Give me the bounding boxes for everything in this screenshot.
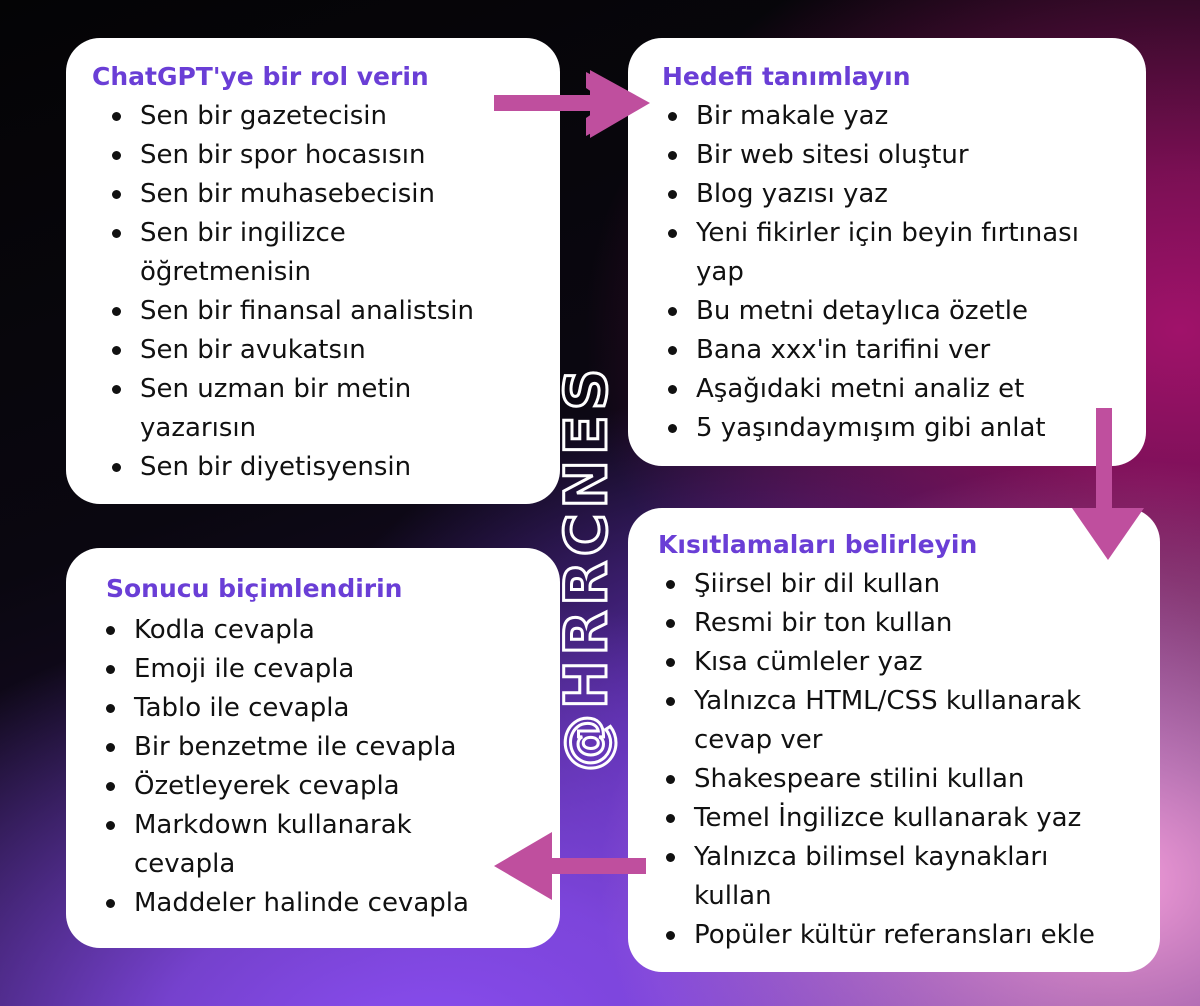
bullet-icon xyxy=(112,463,121,472)
bullet-icon xyxy=(668,424,677,433)
bullet-icon xyxy=(106,782,115,791)
list-item-text: Emoji ile cevapla xyxy=(134,654,355,684)
list-item-text: Sen bir gazetecisin xyxy=(140,101,387,131)
list-item xyxy=(648,370,1130,409)
list-item-text: Blog yazısı yaz xyxy=(696,179,888,209)
constraints-list xyxy=(646,565,1146,955)
role-card xyxy=(66,38,560,504)
bullet-icon xyxy=(106,665,115,674)
list-item-text: Aşağıdaki metni analiz et xyxy=(696,374,1025,404)
list-item xyxy=(86,884,546,923)
bullet-icon xyxy=(666,775,675,784)
list-item xyxy=(86,650,546,689)
bullet-icon xyxy=(666,814,675,823)
arrow-down-icon xyxy=(1068,404,1148,564)
list-item-text: Kodla cevapla xyxy=(134,615,315,645)
list-item xyxy=(646,916,1146,955)
list-item-text: Şiirsel bir dil kullan xyxy=(694,569,941,599)
list-item-text: 5 yaşındaymışım gibi anlat xyxy=(696,413,1046,443)
bullet-icon xyxy=(668,385,677,394)
bullet-icon xyxy=(112,229,121,238)
list-item-text: Bu metni detaylıca özetle xyxy=(696,296,1028,326)
list-item-text: Sen bir finansal analistsin xyxy=(140,296,474,326)
list-item-text: Sen bir ingilizce öğretmenisin xyxy=(140,218,346,287)
list-item-text: Yeni fikirler için beyin fırtınası yap xyxy=(696,218,1079,287)
list-item-text: Kısa cümleler yaz xyxy=(694,647,923,677)
list-item-text: Markdown kullanarak cevapla xyxy=(134,810,412,879)
list-item-text: Sen uzman bir metin yazarısın xyxy=(140,374,412,443)
list-item xyxy=(86,767,546,806)
list-item xyxy=(646,760,1146,799)
bullet-icon xyxy=(112,151,121,160)
list-item-text: Yalnızca bilimsel kaynakları kullan xyxy=(694,842,1049,911)
list-item-text: Bir web sitesi oluştur xyxy=(696,140,969,170)
list-item xyxy=(646,838,1146,916)
list-item xyxy=(86,689,546,728)
format-card xyxy=(66,548,560,948)
bullet-icon xyxy=(106,743,115,752)
list-item xyxy=(648,214,1130,292)
list-item xyxy=(648,97,1130,136)
format-list xyxy=(86,611,546,923)
bullet-icon xyxy=(668,229,677,238)
list-item-text: Temel İngilizce kullanarak yaz xyxy=(694,803,1082,833)
bullet-icon xyxy=(112,346,121,355)
list-item xyxy=(86,806,546,884)
goal-card xyxy=(628,38,1146,466)
list-item-text: Yalnızca HTML/CSS kullanarak cevap ver xyxy=(694,686,1082,755)
list-item-text: Sen bir avukatsın xyxy=(140,335,366,365)
bullet-icon xyxy=(666,580,675,589)
list-item xyxy=(86,611,546,650)
list-item-text: Bir makale yaz xyxy=(696,101,889,131)
list-item-text: Tablo ile cevapla xyxy=(134,693,350,723)
list-item xyxy=(92,214,540,292)
bullet-icon xyxy=(106,626,115,635)
list-item xyxy=(648,136,1130,175)
bullet-icon xyxy=(668,307,677,316)
list-item-text: Sen bir spor hocasısın xyxy=(140,140,426,170)
bullet-icon xyxy=(666,658,675,667)
constraints-card xyxy=(628,508,1160,972)
bullet-icon xyxy=(668,151,677,160)
list-item-text: Özetleyerek cevapla xyxy=(134,771,400,801)
goal-list xyxy=(648,97,1130,448)
bullet-icon xyxy=(106,821,115,830)
constraints-card-title: Kısıtlamaları belirleyin xyxy=(658,530,978,559)
list-item xyxy=(86,728,546,767)
watermark-label: @HRRCNES xyxy=(552,363,620,772)
list-item-text: Sen bir muhasebecisin xyxy=(140,179,435,209)
bullet-icon xyxy=(668,190,677,199)
list-item-text: Resmi bir ton kullan xyxy=(694,608,953,638)
bullet-icon xyxy=(112,307,121,316)
goal-card-title: Hedefi tanımlayın xyxy=(662,62,911,91)
list-item xyxy=(92,97,540,136)
list-item xyxy=(92,292,540,331)
list-item xyxy=(92,370,540,448)
list-item-text: Shakespeare stilini kullan xyxy=(694,764,1025,794)
arrow-right-icon xyxy=(490,66,660,142)
list-item xyxy=(646,565,1146,604)
list-item xyxy=(92,136,540,175)
bullet-icon xyxy=(666,853,675,862)
bullet-icon xyxy=(666,931,675,940)
bullet-icon xyxy=(112,112,121,121)
bullet-icon xyxy=(666,619,675,628)
bullet-icon xyxy=(666,697,675,706)
list-item-text: Popüler kültür referansları ekle xyxy=(694,920,1095,950)
format-card-title: Sonucu biçimlendirin xyxy=(106,574,403,603)
list-item-text: Maddeler halinde cevapla xyxy=(134,888,469,918)
list-item-text: Sen bir diyetisyensin xyxy=(140,452,412,482)
list-item xyxy=(648,331,1130,370)
list-item-text: Bana xxx'in tarifini ver xyxy=(696,335,991,365)
list-item xyxy=(646,643,1146,682)
watermark-text xyxy=(540,340,630,780)
bullet-icon xyxy=(668,112,677,121)
bullet-icon xyxy=(668,346,677,355)
role-card-title: ChatGPT'ye bir rol verin xyxy=(92,62,429,91)
list-item-text: Bir benzetme ile cevapla xyxy=(134,732,457,762)
list-item xyxy=(92,331,540,370)
bullet-icon xyxy=(112,190,121,199)
list-item xyxy=(646,799,1146,838)
role-list xyxy=(92,97,540,487)
list-item xyxy=(646,682,1146,760)
list-item xyxy=(92,448,540,487)
list-item xyxy=(648,292,1130,331)
bullet-icon xyxy=(106,704,115,713)
list-item xyxy=(648,409,1130,448)
bullet-icon xyxy=(106,899,115,908)
list-item xyxy=(646,604,1146,643)
bullet-icon xyxy=(112,385,121,394)
arrow-left-icon xyxy=(490,828,650,904)
list-item xyxy=(648,175,1130,214)
list-item xyxy=(92,175,540,214)
